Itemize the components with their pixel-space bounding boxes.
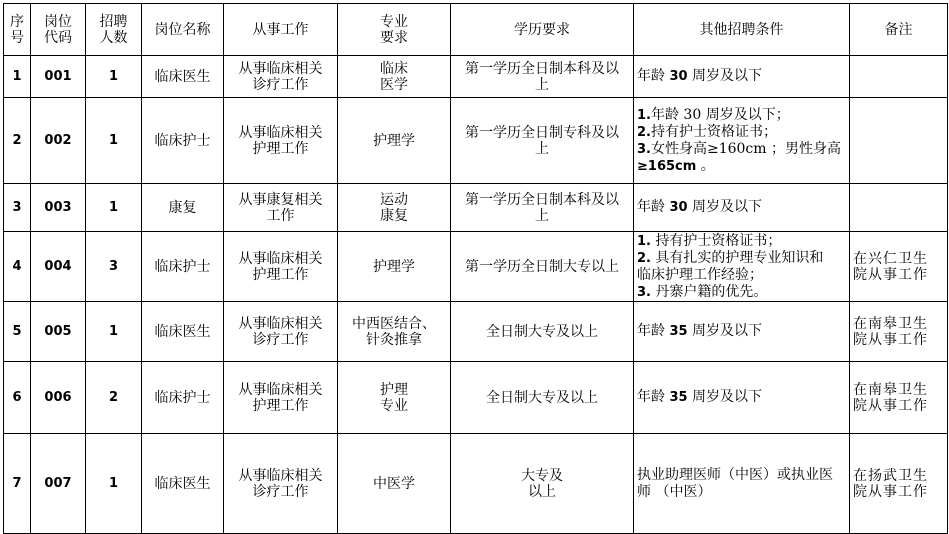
cell-seq: 4: [4, 232, 31, 302]
cell-line: 中西医结合、: [352, 315, 436, 332]
table-row: [4, 362, 948, 434]
condition-line: [637, 284, 846, 301]
table-row: [4, 232, 948, 302]
header-work: 从事工作: [224, 4, 338, 56]
cell-note: [850, 184, 948, 232]
cell-cond: [634, 56, 850, 98]
cell-work: [224, 302, 338, 362]
cell-line: 从事临床相关: [238, 315, 323, 332]
condition-number: 30: [669, 69, 688, 84]
condition-line: [637, 141, 846, 158]
condition-line: [637, 467, 846, 484]
cell-code: 001: [31, 56, 86, 98]
cell-line: 针灸推拿: [366, 331, 422, 348]
cell-line: 第一学历全日制本科及以: [465, 191, 619, 208]
cell-line: 院从事工作: [853, 331, 928, 348]
cell-major: [338, 98, 451, 184]
table-body: [4, 56, 948, 534]
condition-number: 35: [669, 324, 688, 339]
condition-text: 。: [696, 157, 715, 174]
header-post: 岗位名称: [142, 4, 224, 56]
cell-post: 临床医生: [142, 56, 224, 98]
cell-cond: [634, 434, 850, 534]
cell-major: [338, 56, 451, 98]
cell-line: 诊疗工作: [252, 76, 309, 93]
cell-edu: [451, 362, 634, 434]
cell-edu: [451, 434, 634, 534]
condition-text: 周岁及以下: [687, 68, 762, 84]
cell-line: 大专及: [521, 467, 563, 484]
recruitment-table: [3, 3, 948, 534]
cell-major: [338, 184, 451, 232]
cell-line: 从事临床相关: [238, 381, 323, 398]
header-seq: 序 号: [4, 4, 31, 56]
cell-line: 运动: [380, 191, 408, 208]
cell-line: 康复: [380, 207, 408, 224]
condition-number: 2.: [637, 124, 651, 140]
cell-major: [338, 302, 451, 362]
cell-cond: [634, 302, 850, 362]
cell-line: 上: [535, 140, 549, 157]
header-code: 岗位 代码: [31, 4, 86, 56]
cell-work: [224, 232, 338, 302]
cell-line: 第一学历全日制本科及以: [465, 60, 619, 77]
cell-count: 1: [86, 434, 142, 534]
cell-line: 医学: [380, 76, 408, 93]
cell-edu: [451, 98, 634, 184]
condition-text: 师 （中医）: [637, 483, 712, 500]
cell-cond: [634, 184, 850, 232]
cell-line: 从事临床相关: [238, 250, 323, 267]
cell-work: [224, 362, 338, 434]
condition-text: 持有护士资格证书；: [650, 232, 782, 249]
cell-line: 从事康复相关: [238, 191, 323, 208]
condition-line: [637, 484, 846, 501]
condition-text: 年龄 30 周岁及以下；: [650, 106, 790, 123]
condition-number: 1.: [637, 107, 651, 123]
cell-post: 临床医生: [142, 434, 224, 534]
cell-cond: [634, 98, 850, 184]
cell-line: 院从事工作: [853, 397, 928, 414]
condition-text: 具有扎实的护理专业知识和: [650, 249, 824, 266]
cell-edu: [451, 56, 634, 98]
cell-post: 临床护士: [142, 362, 224, 434]
condition-prefix: 年龄: [637, 323, 670, 339]
cell-line: 院从事工作: [853, 483, 928, 500]
condition-line: [637, 233, 846, 250]
condition-number: 3.: [637, 141, 651, 157]
cell-seq: 2: [4, 98, 31, 184]
condition-line: [637, 158, 846, 175]
cell-line: 在扬武卫生: [853, 467, 928, 484]
cell-seq: 5: [4, 302, 31, 362]
cell-work: [224, 56, 338, 98]
cell-seq: 7: [4, 434, 31, 534]
cell-major: [338, 434, 451, 534]
cell-post: 临床医生: [142, 302, 224, 362]
cell-line: 以上: [528, 483, 556, 500]
cell-line: 护理学: [373, 258, 415, 275]
cell-line: 在南皋卫生: [853, 381, 928, 398]
cell-note: [850, 232, 948, 302]
cell-line: 诊疗工作: [252, 331, 309, 348]
condition-line: [637, 389, 846, 406]
condition-prefix: 年龄: [637, 68, 670, 84]
condition-line: [637, 68, 846, 85]
condition-text: 持有护士资格证书；: [650, 123, 777, 140]
header-edu: 学历要求: [451, 4, 634, 56]
condition-number: 1.: [637, 233, 651, 249]
cell-code: 003: [31, 184, 86, 232]
table-row: [4, 184, 948, 232]
cell-line: 诊疗工作: [252, 483, 309, 500]
cell-count: 1: [86, 56, 142, 98]
cell-major: [338, 362, 451, 434]
cell-work: [224, 98, 338, 184]
condition-line: [637, 124, 846, 141]
header-note: 备注: [850, 4, 948, 56]
cell-code: 007: [31, 434, 86, 534]
cell-note: [850, 362, 948, 434]
condition-line: [637, 323, 846, 340]
condition-text: 周岁及以下: [687, 199, 762, 215]
cell-line: 从事临床相关: [238, 467, 323, 484]
cell-post: 临床护士: [142, 98, 224, 184]
cell-line: 专业: [380, 397, 408, 414]
cell-count: 3: [86, 232, 142, 302]
cell-seq: 6: [4, 362, 31, 434]
condition-line: [637, 107, 846, 124]
cell-work: [224, 184, 338, 232]
cell-cond: [634, 232, 850, 302]
header-row: [4, 4, 948, 56]
condition-number: 35: [669, 390, 688, 405]
cell-seq: 1: [4, 56, 31, 98]
condition-text: 周岁及以下: [687, 389, 762, 405]
condition-text: 临床护理工作经验；: [637, 266, 763, 283]
cell-line: 上: [535, 76, 549, 93]
cell-major: [338, 232, 451, 302]
cell-line: 护理工作: [252, 266, 309, 283]
cell-note: [850, 434, 948, 534]
cell-line: 工作: [266, 207, 295, 224]
condition-number: ≥165cm: [637, 158, 697, 174]
table-row: [4, 56, 948, 98]
cell-line: 全日制大专及以上: [486, 323, 598, 340]
header-cond: 其他招聘条件: [634, 4, 850, 56]
cell-cond: [634, 362, 850, 434]
cell-count: 1: [86, 184, 142, 232]
cell-line: 全日制大专及以上: [486, 389, 598, 406]
cell-line: 第一学历全日制大专以上: [465, 258, 619, 275]
cell-note: [850, 98, 948, 184]
cell-line: 院从事工作: [853, 266, 928, 283]
cell-edu: [451, 302, 634, 362]
cell-code: 004: [31, 232, 86, 302]
condition-number: 3.: [637, 284, 651, 300]
condition-text: 丹寨户籍的优先。: [650, 283, 768, 300]
cell-post: 临床护士: [142, 232, 224, 302]
condition-number: 30: [669, 200, 688, 215]
cell-line: 上: [535, 207, 549, 224]
cell-work: [224, 434, 338, 534]
cell-count: 1: [86, 98, 142, 184]
cell-note: [850, 56, 948, 98]
cell-line: 从事临床相关: [238, 124, 323, 141]
cell-line: 护理学: [373, 132, 415, 149]
cell-line: 护理工作: [252, 397, 309, 414]
cell-count: 2: [86, 362, 142, 434]
cell-note: [850, 302, 948, 362]
header-count: 招聘 人数: [86, 4, 142, 56]
cell-code: 006: [31, 362, 86, 434]
header-major: 专业 要求: [338, 4, 451, 56]
cell-line: 在兴仁卫生: [853, 250, 928, 267]
cell-line: 临床: [380, 60, 408, 77]
cell-edu: [451, 184, 634, 232]
cell-post: 康复: [142, 184, 224, 232]
cell-code: 005: [31, 302, 86, 362]
condition-number: 2.: [637, 250, 651, 266]
condition-prefix: 年龄: [637, 389, 670, 405]
table-row: [4, 98, 948, 184]
cell-code: 002: [31, 98, 86, 184]
cell-line: 在南皋卫生: [853, 315, 928, 332]
condition-text: 女性身高≥160cm ；男性身高: [650, 140, 842, 157]
cell-edu: [451, 232, 634, 302]
cell-line: 第一学历全日制专科及以: [465, 124, 619, 141]
cell-line: 从事临床相关: [238, 60, 323, 77]
condition-line: [637, 267, 846, 284]
condition-line: [637, 250, 846, 267]
condition-text: 周岁及以下: [687, 323, 762, 339]
cell-line: 中医学: [373, 475, 415, 492]
condition-line: [637, 199, 846, 216]
cell-line: 护理: [380, 381, 408, 398]
table-row: [4, 434, 948, 534]
condition-prefix: 年龄: [637, 199, 670, 215]
cell-count: 1: [86, 302, 142, 362]
table-row: [4, 302, 948, 362]
cell-seq: 3: [4, 184, 31, 232]
cell-line: 护理工作: [252, 140, 309, 157]
condition-text: 执业助理医师（中医）或执业医: [637, 466, 833, 483]
